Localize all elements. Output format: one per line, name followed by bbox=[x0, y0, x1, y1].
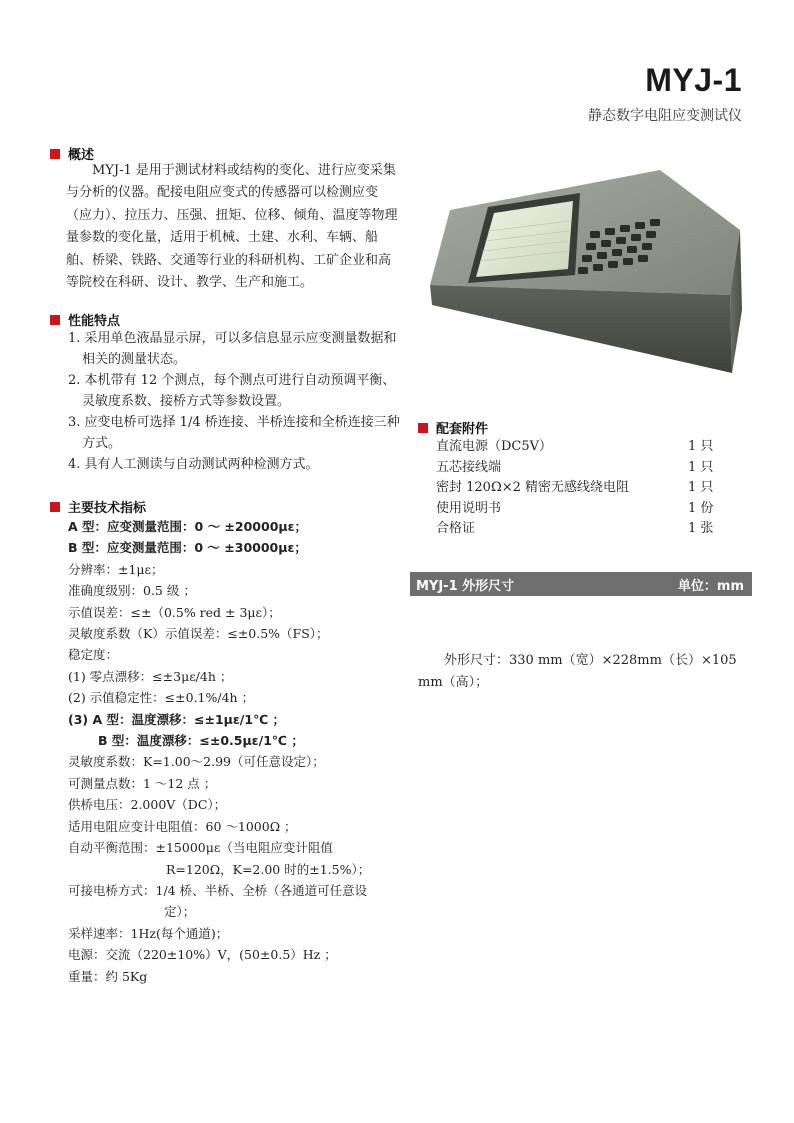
accessory-name: 合格证 bbox=[436, 521, 476, 536]
accessories-heading bbox=[418, 418, 488, 437]
red-square-icon bbox=[50, 315, 60, 325]
spec-line: 分辨率：±1με； bbox=[68, 561, 164, 577]
spec-line: B 型：应变测量范围：0 ～ ±30000με； bbox=[68, 540, 307, 556]
model-title: MYJ-1 bbox=[645, 62, 742, 98]
list-item bbox=[436, 519, 746, 540]
spec-line: 采样速率：1Hz(每个通道)； bbox=[68, 925, 229, 941]
spec-line: 电源：交流（220±10%）V，(50±0.5）Hz ； bbox=[68, 947, 337, 963]
spec-line: 自动平衡范围：±15000με（当电阻应变计阻值 bbox=[68, 840, 333, 856]
spec-line: 定）； bbox=[164, 904, 196, 920]
product-subtitle: 静态数字电阻应变测试仪 bbox=[588, 108, 742, 124]
red-square-icon bbox=[50, 502, 60, 512]
spec-line: A 型：应变测量范围：0 ～ ±20000με； bbox=[68, 519, 308, 534]
accessory-name: 直流电源（DC5V） bbox=[436, 439, 553, 454]
device-photo bbox=[410, 135, 750, 375]
dimensions-bar bbox=[410, 572, 752, 596]
overview-text bbox=[66, 160, 402, 294]
list-item bbox=[436, 437, 746, 458]
device-front bbox=[430, 285, 732, 373]
red-square-icon bbox=[50, 149, 60, 159]
spec-line: 灵敏度系数（K）示值误差：≤±0.5%（FS）； bbox=[68, 626, 329, 642]
accessory-qty: 1 只 bbox=[688, 480, 714, 495]
accessory-qty: 1 只 bbox=[688, 439, 714, 454]
features-list bbox=[56, 328, 404, 475]
spec-line: (2) 示值稳定性：≤±0.1%/4h ； bbox=[68, 690, 255, 706]
dimensions-unit: 单位：mm bbox=[677, 578, 744, 594]
accessory-name: 五芯接线端 bbox=[436, 459, 502, 475]
accessories-list bbox=[436, 437, 746, 540]
list-item bbox=[436, 478, 746, 499]
features-heading bbox=[50, 310, 120, 329]
list-item: 2. 本机带有 12 个测点，每个测点可进行自动预调平衡、灵敏度系数、接桥方式等参数设置。 bbox=[68, 373, 396, 409]
accessory-qty: 1 张 bbox=[688, 521, 714, 536]
list-item: 4. 具有人工测读与自动测试两种检测方式。 bbox=[68, 457, 319, 472]
specs-list bbox=[68, 516, 408, 987]
dimensions-text: 外形尺寸：330 mm（宽）×228mm（长）×105 mm（高）； bbox=[418, 653, 737, 690]
list-item: 1. 采用单色液晶显示屏，可以多信息显示应变测量数据和相关的测量状态。 bbox=[68, 331, 397, 367]
list-item bbox=[436, 499, 746, 520]
spec-line: 适用电阻应变计电阻值：60 ～1000Ω ； bbox=[68, 818, 297, 834]
accessory-name: 使用说明书 bbox=[436, 500, 502, 516]
accessory-qty: 1 份 bbox=[688, 500, 714, 516]
red-square-icon bbox=[418, 423, 428, 433]
spec-line: B 型：温度漂移：≤±0.5με/1℃ ； bbox=[98, 733, 304, 749]
spec-line: (3) A 型：温度漂移：≤±1με/1℃ ； bbox=[68, 711, 286, 727]
list-item bbox=[436, 458, 746, 479]
accessory-name: 密封 120Ω×2 精密无感线绕电阻 bbox=[436, 480, 630, 495]
specs-heading bbox=[50, 497, 146, 516]
accessories-title: 配套附件 bbox=[436, 422, 489, 437]
spec-line: 重量：约 5Kg bbox=[68, 968, 148, 984]
dimensions-title: MYJ-1 外形尺寸 bbox=[416, 578, 515, 594]
spec-line: (1) 零点漂移：≤±3με/4h ； bbox=[68, 668, 233, 684]
features-title: 性能特点 bbox=[68, 314, 121, 329]
spec-line: 可测量点数：1 ～12 点 ； bbox=[68, 775, 217, 791]
list-item: 3. 应变电桥可选择 1/4 桥连接、半桥连接和全桥连接三种方式。 bbox=[68, 415, 400, 451]
spec-line: 供桥电压：2.000V（DC）； bbox=[68, 797, 227, 813]
spec-line: 示值误差：≤±（0.5% red ± 3με）； bbox=[68, 604, 281, 620]
overview-paragraph: MYJ-1 是用于测试材料或结构的变化、进行应变采集与分析的仪器。配接电阻应变式的传感器可以检测应变（应力）、拉压力、压强、扭矩、位移、倾角、温度等物理量参数的变化量，适用于机械、土建、水利、车辆、船舶、桥梁、铁路、交通等行业的科研机构、工矿企业和高等院校在科研、设计、教学、生产和施工。 bbox=[66, 163, 398, 291]
spec-line: 可接电桥方式：1/4 桥、半桥、全桥（各通道可任意设 bbox=[68, 882, 368, 898]
spec-line: 准确度级别：0.5 级 ； bbox=[68, 583, 196, 599]
spec-line: 灵敏度系数：K=1.00～2.99（可任意设定）； bbox=[68, 754, 325, 770]
specs-title: 主要技术指标 bbox=[68, 501, 147, 516]
spec-line: 稳定度： bbox=[68, 647, 119, 663]
accessory-qty: 1 只 bbox=[688, 459, 714, 475]
overview-title: 概述 bbox=[68, 148, 95, 163]
spec-line: R=120Ω，K=2.00 时的±1.5%）； bbox=[166, 861, 371, 877]
